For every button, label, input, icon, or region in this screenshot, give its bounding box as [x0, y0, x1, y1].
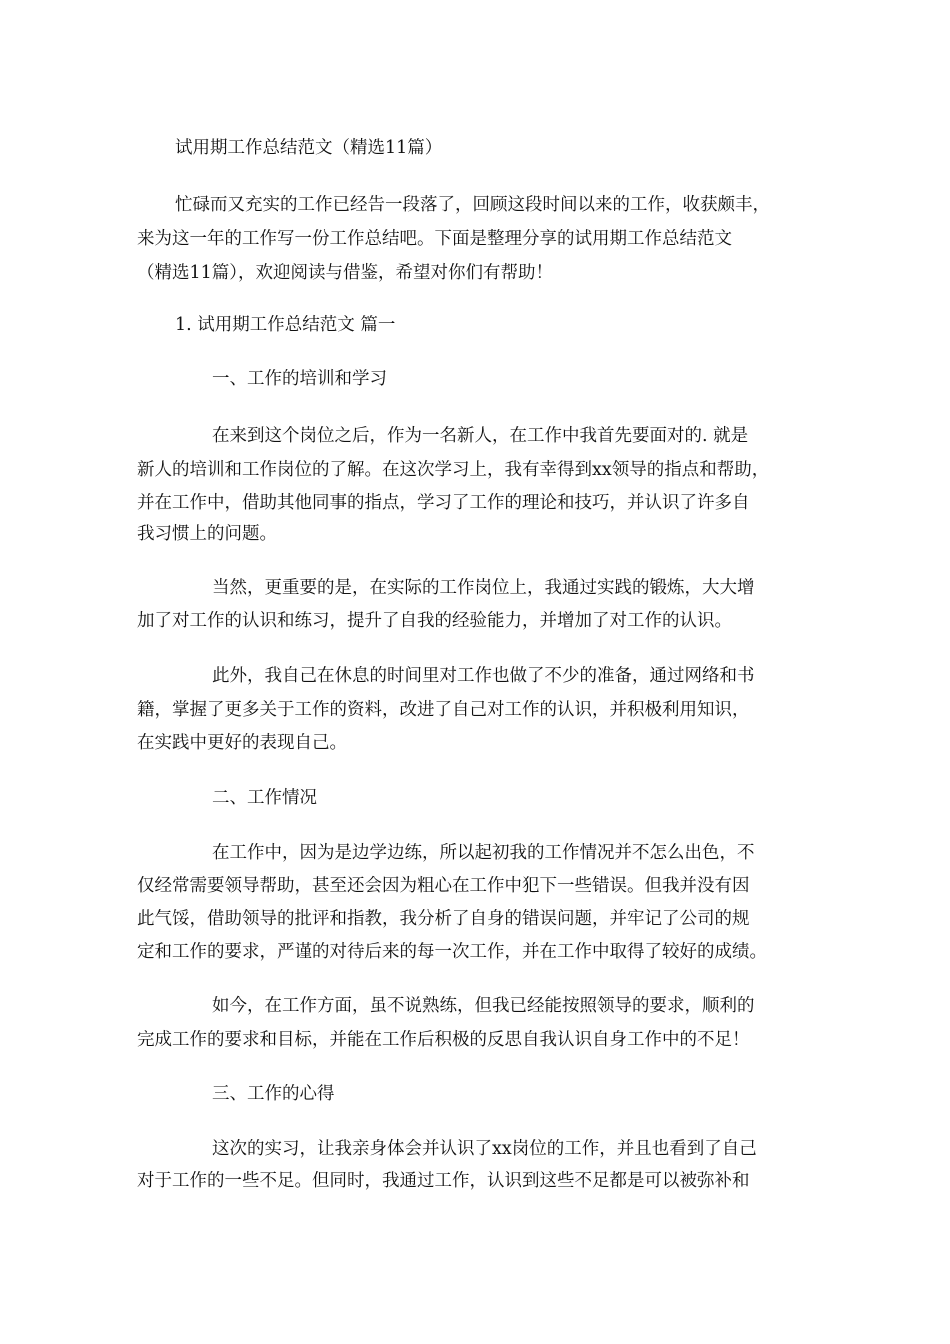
text-line: 忙碌而又充实的工作已经告一段落了，回顾这段时间以来的工作，收获颇丰， [175, 195, 770, 215]
text-line: 新人的培训和工作岗位的了解。在这次学习上，我有幸得到xx领导的指点和帮助， [137, 460, 770, 480]
text-line: 籍，掌握了更多关于工作的资料，改进了自己对工作的认识，并积极利用知识， [137, 700, 750, 720]
text-line: 加了对工作的认识和练习，提升了自我的经验能力，并增加了对工作的认识。 [137, 611, 732, 631]
text-line: （精选11篇），欢迎阅读与借鉴，希望对你们有帮助！ [137, 263, 554, 283]
text-line: 对于工作的一些不足。但同时，我通过工作，认识到这些不足都是可以被弥补和 [137, 1171, 750, 1191]
section-heading: 一、工作的培训和学习 [212, 369, 387, 389]
text-line: 这次的实习，让我亲身体会并认识了xx岗位的工作，并且也看到了自己 [212, 1139, 757, 1159]
section-heading: 二、工作情况 [212, 788, 317, 808]
text-line: 在来到这个岗位之后，作为一名新人，在工作中我首先要面对的. 就是 [212, 426, 749, 446]
text-line: 当然，更重要的是，在实际的工作岗位上，我通过实践的锻炼，大大增 [212, 578, 755, 598]
text-line: 定和工作的要求，严谨的对待后来的每一次工作，并在工作中取得了较好的成绩。 [137, 942, 767, 962]
text-line: 完成工作的要求和目标，并能在工作后积极的反思自我认识自身工作中的不足！ [137, 1030, 750, 1050]
text-line: 在工作中，因为是边学边练，所以起初我的工作情况并不怎么出色，不 [212, 843, 755, 863]
text-line: 此外，我自己在休息的时间里对工作也做了不少的准备，通过网络和书 [212, 666, 755, 686]
section-heading: 三、工作的心得 [212, 1084, 335, 1104]
text-line: 在实践中更好的表现自己。 [137, 733, 347, 753]
text-line: 此气馁，借助领导的批评和指教，我分析了自身的错误问题，并牢记了公司的规 [137, 909, 750, 929]
text-line: 我习惯上的问题。 [137, 524, 277, 544]
text-line: 如今，在工作方面，虽不说熟练，但我已经能按照领导的要求，顺利的 [212, 996, 755, 1016]
document-title: 试用期工作总结范文（精选11篇） [175, 138, 443, 158]
article-heading: 1. 试用期工作总结范文 篇一 [175, 315, 396, 335]
text-line: 仅经常需要领导帮助，甚至还会因为粗心在工作中犯下一些错误。但我并没有因 [137, 876, 750, 896]
text-line: 并在工作中，借助其他同事的指点，学习了工作的理论和技巧，并认识了许多自 [137, 493, 750, 513]
text-line: 来为这一年的工作写一份工作总结吧。下面是整理分享的试用期工作总结范文 [137, 229, 732, 249]
